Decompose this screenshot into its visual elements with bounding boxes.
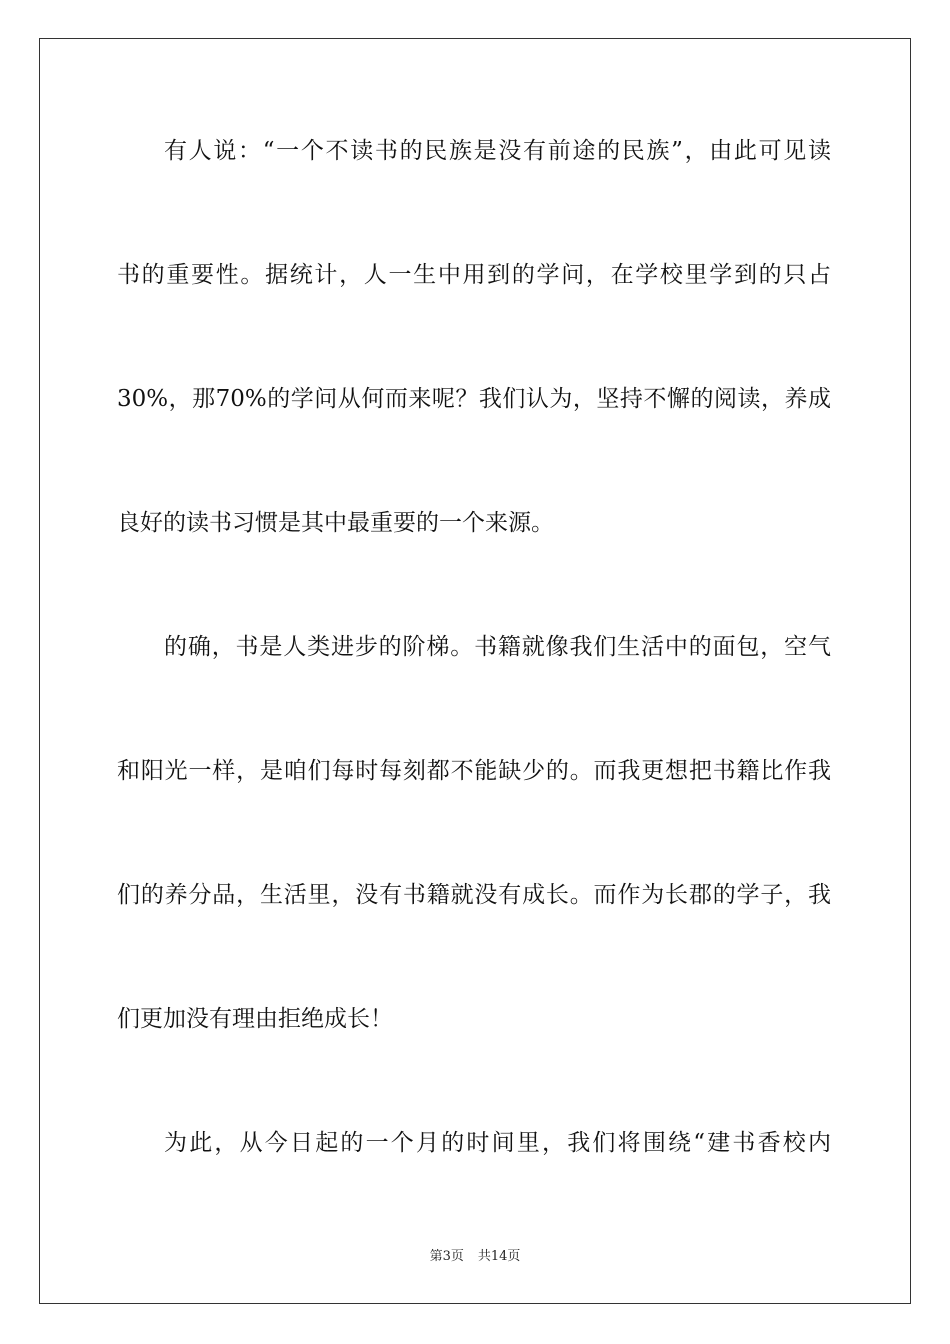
paragraph-1-line-1: 有人说：“一个不读书的民族是没有前途的民族”，由此可见读: [164, 138, 831, 164]
paragraph-1-line-2: 书的重要性。据统计，人一生中用到的学问，在学校里学到的只占: [117, 262, 831, 288]
paragraph-2-line-1: 的确，书是人类进步的阶梯。书籍就像我们生活中的面包，空气: [164, 634, 831, 660]
paragraph-1-line-3: 30%，那70%的学问从何而来呢？我们认为，坚持不懈的阅读，养成: [117, 386, 831, 412]
page-border: [39, 38, 911, 1304]
paragraph-1-line-4: 良好的读书习惯是其中最重要的一个来源。: [117, 510, 554, 536]
page-footer: [0, 1246, 950, 1268]
page-number: 第3页: [429, 1249, 464, 1264]
paragraph-2-line-2: 和阳光一样，是咱们每时每刻都不能缺少的。而我更想把书籍比作我: [117, 758, 831, 784]
paragraph-2-line-3: 们的养分品，生活里，没有书籍就没有成长。而作为长郡的学子，我: [117, 882, 831, 908]
page-total: 共14页: [477, 1249, 521, 1264]
paragraph-3-line-1: 为此，从今日起的一个月的时间里，我们将围绕“建书香校内: [164, 1130, 831, 1156]
paragraph-2-line-4: 们更加没有理由拒绝成长！: [117, 1006, 393, 1032]
